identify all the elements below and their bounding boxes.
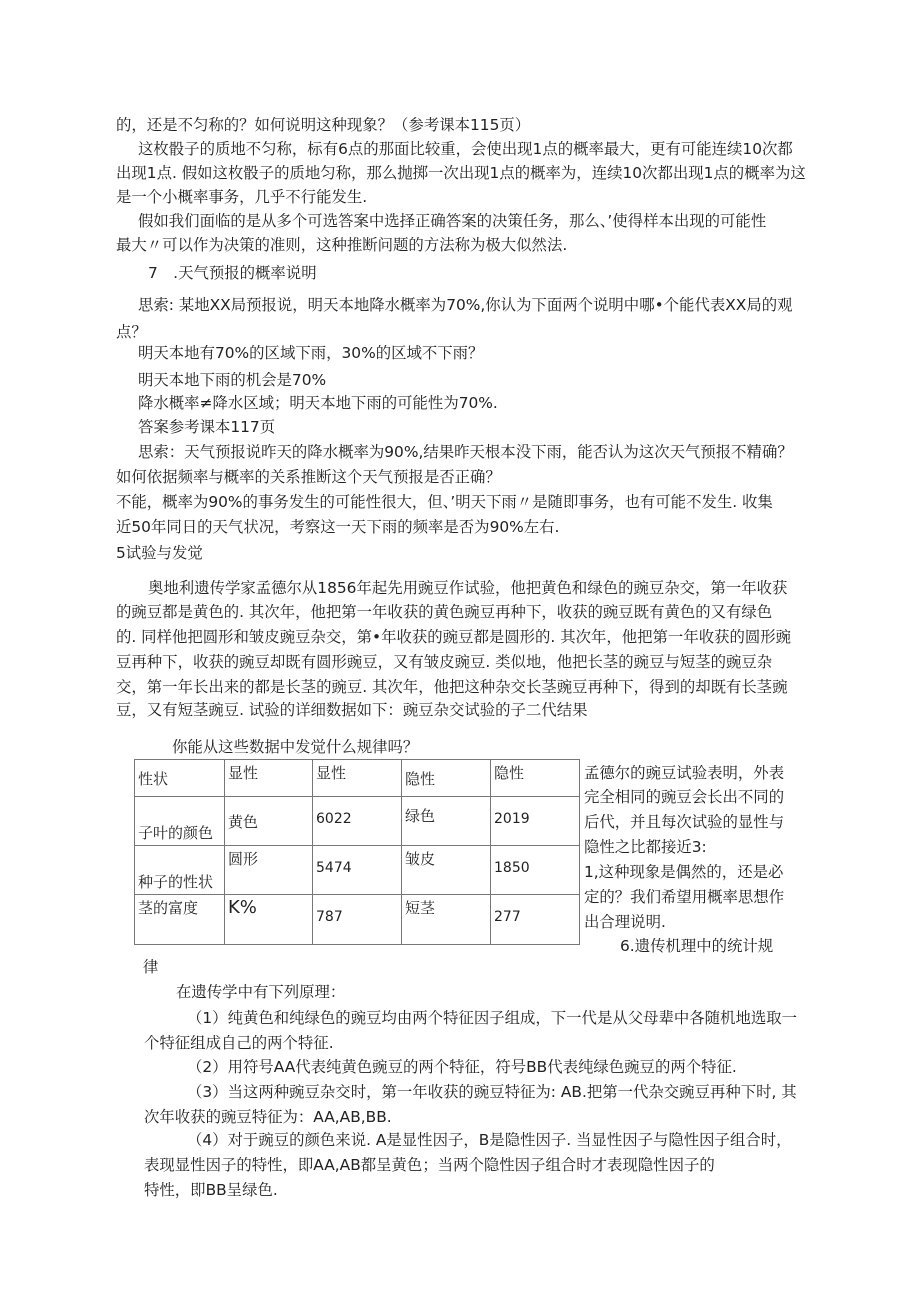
table-cell: 圆形 [225, 846, 313, 895]
paragraph-line: 奥地利遗传学家孟德尔从1856年起先用豌豆作试验，他把黄色和绿色的豌豆杂交，第一年收获 [148, 579, 788, 597]
pea-data-table [134, 759, 580, 945]
table-header-cell: 显性 [313, 760, 402, 797]
table-header-cell: 隐性 [402, 760, 491, 797]
table-header-cell: 显性 [225, 760, 313, 797]
side-note-line: 定的？我们希望用概率思想作 [584, 888, 785, 906]
paragraph-line: 思索：天气预报说昨天的降水概率为90%,结果昨天根本没下雨，能否认为这次天气预报不精确？ [138, 443, 793, 461]
paragraph-line: 的. 同样他把圆形和皱皮豌豆杂交，第•年收获的豌豆都是圆形的. 其次年，他把第一年收获的圆形豌 [116, 628, 792, 646]
side-note-line: 隐性之比都接近3: [584, 838, 707, 856]
paragraph-line: 近50年同日的天气状况，考察这一天下雨的频率是否为90%左右. [116, 518, 560, 536]
table-cell: 1850 [491, 846, 580, 895]
paragraph-line: 交，第一年长出来的都是长茎的豌豆. 其次年，他把这种杂交长茎豌豆再种下，得到的却既有长茎豌 [116, 678, 788, 696]
paragraph-line: 假如我们面临的是从多个可选答案中选择正确答案的决策任务，那么、’使得样本出现的可能性 [138, 212, 767, 230]
section-heading-continued: 律 [143, 958, 159, 976]
table-cell: 茎的富度 [135, 895, 225, 945]
paragraph-line: （2）用符号AA代表纯黄色豌豆的两个特征，符号BB代表纯绿色豌豆的两个特征. [187, 1058, 737, 1076]
paragraph-line: 在遗传学中有下列原理： [176, 983, 346, 1001]
section-heading: 5试验与发觉 [116, 544, 203, 562]
table-header-row [135, 760, 580, 797]
paragraph-line: 的，还是不匀称的？如何说明这种现象？（参考课本115页） [116, 116, 531, 134]
table-row [135, 846, 580, 895]
side-note-line: 孟德尔的豌豆试验表明，外表 [584, 764, 785, 782]
paragraph-line: 豆，又有短茎豌豆. 试验的详细数据如下：豌豆杂交试验的子二代结果 [116, 701, 588, 719]
table-header-cell: 隐性 [491, 760, 580, 797]
paragraph-line: （4）对于豌豆的颜色来说. A是显性因子，B是隐性因子. 当显性因子与隐性因子组合时， [187, 1131, 792, 1149]
paragraph-line: 明天本地有70%的区域下雨，30%的区域不下雨？ [138, 344, 484, 362]
paragraph-line: 明天本地下雨的机会是70% [138, 371, 327, 389]
paragraph-line: 点？ [116, 323, 147, 341]
table-cell: 5474 [313, 846, 402, 895]
side-note-line: 出合理说明. [584, 913, 666, 931]
table-question: 你能从这些数据中发觉什么规律吗？ [172, 738, 419, 756]
side-note-line: 完全相同的豌豆会长出不同的 [584, 788, 785, 806]
table-cell: 种子的性状 [135, 846, 225, 895]
section-heading: 7 .天气预报的概率说明 [148, 264, 317, 282]
paragraph-line: 出现1点. 假如这枚骰子的质地匀称，那么抛掷一次出现1点的概率为，连续10次都出现1点的概率为这 [116, 164, 806, 182]
paragraph-line: 特性，即BB呈绿色. [144, 1181, 278, 1199]
paragraph-line: 豆再种下，收获的豌豆却既有圆形豌豆，又有皱皮豌豆. 类似地，他把长茎的豌豆与短茎的豌豆杂 [116, 653, 773, 671]
side-note-line: 1,这种现象是偶然的，还是必 [584, 863, 784, 881]
paragraph-line: 最大〃可以作为决策的准则，这种推断问题的方法称为极大似然法. [116, 236, 568, 254]
paragraph-line: 表现显性因子的特性，即AA,AB都呈黄色；当两个隐性因子组合时才表现隐性因子的 [144, 1156, 715, 1174]
section-heading: 6.遗传机理中的统计规 [620, 937, 774, 955]
paragraph-line: 不能，概率为90%的事务发生的可能性很大，但、’明天下雨〃是随即事务，也有可能不发生. 收集 [116, 493, 773, 511]
paragraph-line: （3）当这两种豌豆杂交时，第一年收获的豌豆特征为: AB.把第一代杂交豌豆再种下时, 其 [187, 1083, 797, 1101]
paragraph-line: 思索: 某地XX局预报说，明天本地降水概率为70%,你认为下面两个说明中哪•个能代表XX局的观 [138, 296, 793, 314]
table-cell: 皱皮 [402, 846, 491, 895]
table-row [135, 797, 580, 846]
side-note-line: 后代，并且每次试验的显性与 [584, 813, 785, 831]
paragraph-line: 是一个小概率事务，几乎不行能发生. [116, 188, 368, 206]
paragraph-line: 的豌豆都是黄色的. 其次年，他把第一年收获的黄色豌豆再种下，收获的豌豆既有黄色的又有绿色 [116, 603, 773, 621]
table-cell: 子叶的颜色 [135, 797, 225, 846]
paragraph-line: 降水概率≠降水区域；明天本地下雨的可能性为70%. [138, 394, 498, 412]
paragraph-line: 次年收获的豌豆特征为：AA,AB,BB. [144, 1108, 392, 1126]
table-cell: 短茎 [402, 895, 491, 945]
table-row [135, 895, 580, 945]
table-cell: K% [225, 895, 313, 945]
paragraph-line: （1）纯黄色和纯绿色的豌豆均由两个特征因子组成，下一代是从父母辈中各随机地选取一 [187, 1009, 798, 1027]
table-cell: 277 [491, 895, 580, 945]
table-cell: 绿色 [402, 797, 491, 846]
table-header-cell: 性状 [135, 760, 225, 797]
paragraph-line: 如何依据频率与概率的关系推断这个天气预报是否正确？ [116, 468, 501, 486]
table-cell: 6022 [313, 797, 402, 846]
paragraph-line: 答案参考课本117页 [138, 418, 276, 436]
table-cell: 787 [313, 895, 402, 945]
table-cell: 黄色 [225, 797, 313, 846]
table-cell: 2019 [491, 797, 580, 846]
paragraph-line: 这枚骰子的质地不匀称，标有6点的那面比较重，会使出现1点的概率最大，更有可能连续10次都 [138, 140, 793, 158]
paragraph-line: 个特征组成自己的两个特征. [144, 1034, 334, 1052]
